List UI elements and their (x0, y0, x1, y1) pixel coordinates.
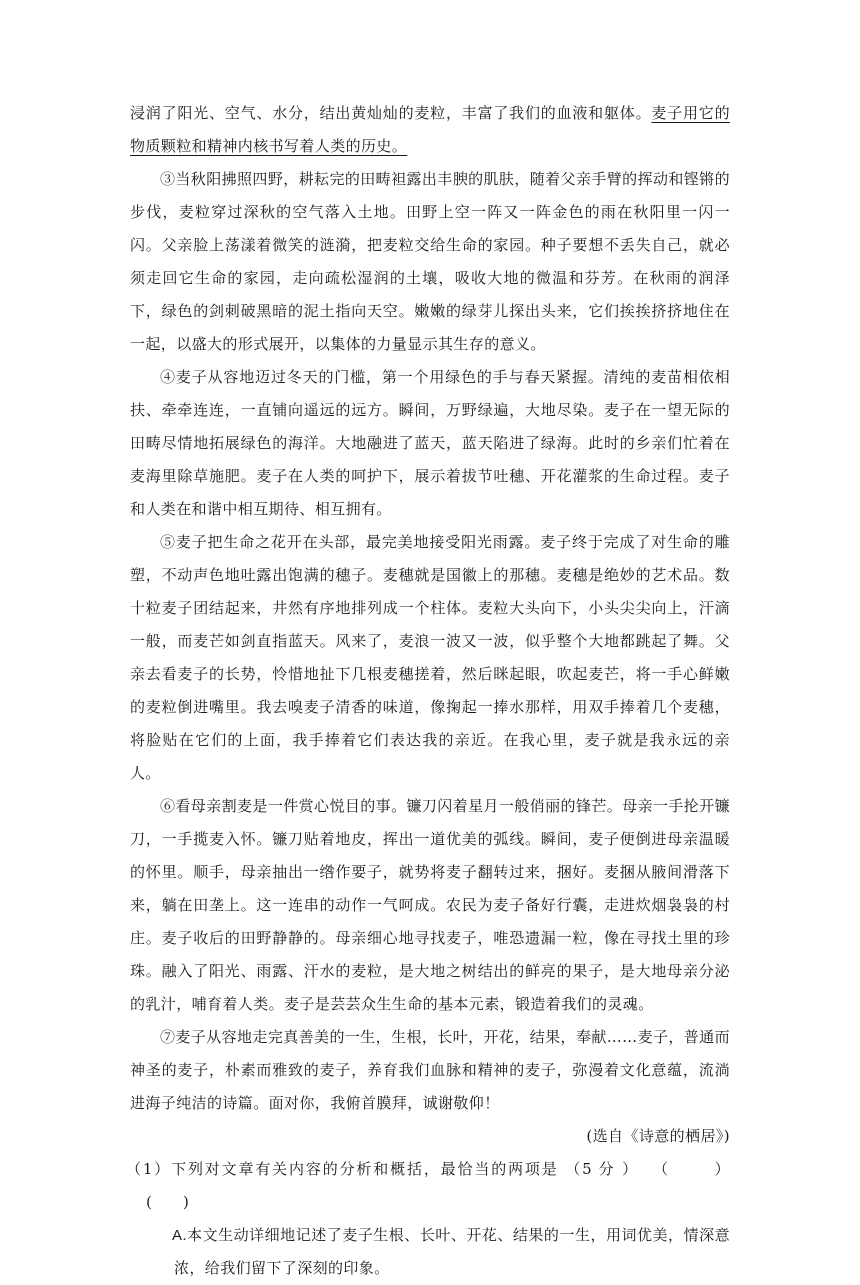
question-1 (126, 1153, 730, 1219)
paragraph-7: ⑦麦子从容地走完真善美的一生，生根，长叶，开花，结果，奉献……麦子，普通而神圣的麦子，朴素而雅致的麦子，养育我们血脉和精神的麦子，弥漫着文化意蕴，流淌进海子纯洁的诗篇。面对你，我俯首膜拜，诚谢敬仰！ (130, 1028, 730, 1112)
paragraph-5: ⑤麦子把生命之花开在头部，最完美地接受阳光雨露。麦子终于完成了对生命的雕塑，不动声色地吐露出饱满的穗子。麦穗就是国徽上的那穗。麦穗是绝妙的艺术品。数十粒麦子团结起来，井然有序地排列成一个柱体。麦粒大头向下，小头尖尖向上，汗滴一般，而麦芒如剑直指蓝天。风来了，麦浪一波又一波，似乎整个大地都跳起了舞。父亲去看麦子的长势，怜惜地扯下几根麦穗搓着，然后眯起眼，吹起麦芒，将一手心鲜嫩的麦粒倒进嘴里。我去嗅麦子清香的味道，像掬起一捧水那样，用双手捧着几个麦穗，将脸贴在它们的上面，我手捧着它们表达我的亲近。在我心里，麦子就是我永远的亲人。 (130, 533, 730, 782)
source-citation: (选自《诗意的栖居》) (586, 1127, 730, 1145)
option-a-label: A. (172, 1227, 187, 1244)
question-1-text: （1）下列对文章有关内容的分析和概括，最恰当的两项是 （5 分 ） (126, 1160, 639, 1178)
answer-blank-1[interactable]: （ ） (652, 1160, 730, 1178)
option-a (130, 1219, 730, 1285)
underlined-sentence: 麦子用它的物质颗粒和精神内核书写着人类的历史。 (130, 104, 730, 155)
paragraph-4: ④麦子从容地迈过冬天的门槛，第一个用绿色的手与春天紧握。清纯的麦苗相依相扶、牵牵连连，一直铺向遥远的远方。瞬间，万野绿遍，大地尽染。麦子在一望无际的田畴尽情地拓展绿色的海洋。大地融进了蓝天，蓝天陷进了绿海。此时的乡亲们忙着在麦海里除草施肥。麦子在人类的呵护下，展示着拔节吐穗、开花灌浆的生命过程。麦子和人类在和谐中相互期待、相互拥有。 (130, 368, 730, 518)
option-a-text: 本文生动详细地记述了麦子生根、长叶、开花、结果的一生，用词优美，情深意浓，给我们留下了深刻的印象。 (174, 1226, 730, 1277)
article-body (126, 97, 730, 1285)
paragraph-6: ⑥看母亲割麦是一件赏心悦目的事。镰刀闪着星月一般俏丽的锋芒。母亲一手抡开镰刀，一手揽麦入怀。镰刀贴着地皮，挥出一道优美的弧线。瞬间，麦子便倒进母亲温暖的怀里。顺手，母亲抽出一绺作要子，就势将麦子翻转过来，捆好。麦捆从腋间滑落下来，躺在田垄上。这一连串的动作一气呵成。农民为麦子备好行囊，走进炊烟袅袅的村庄。麦子收后的田野静静的。母亲细心地寻找麦子，唯恐遗漏一粒，像在寻找土里的珍珠。融入了阳光、雨露、汗水的麦粒，是大地之树结出的鲜亮的果子，是大地母亲分泌的乳汁，哺育着人类。麦子是芸芸众生生命的基本元素，锻造着我们的灵魂。 (130, 797, 730, 1013)
paragraph-2-tail (130, 97, 730, 163)
paragraph-2-text: 浸润了阳光、空气、水分，结出黄灿灿的麦粒，丰富了我们的血液和躯体。 (130, 104, 652, 122)
answer-blank-2[interactable]: ( ) (146, 1193, 190, 1211)
paragraph-3: ③当秋阳拂照四野，耕耘完的田畴袒露出丰腴的肌肤，随着父亲手臂的挥动和铿锵的步伐，麦粒穿过深秋的空气落入土地。田野上空一阵又一阵金色的雨在秋阳里一闪一闪。父亲脸上荡漾着微笑的涟漪，把麦粒交给生命的家园。种子要想不丢失自己，就必须走回它生命的家园，走向疏松湿润的土壤，吸收大地的微温和芬芳。在秋雨的润泽下，绿色的剑刺破黑暗的泥土指向天空。嫩嫩的绿芽儿探出头来，它们挨挨挤挤地住在一起，以盛大的形式展开，以集体的力量显示其生存的意义。 (130, 170, 730, 353)
